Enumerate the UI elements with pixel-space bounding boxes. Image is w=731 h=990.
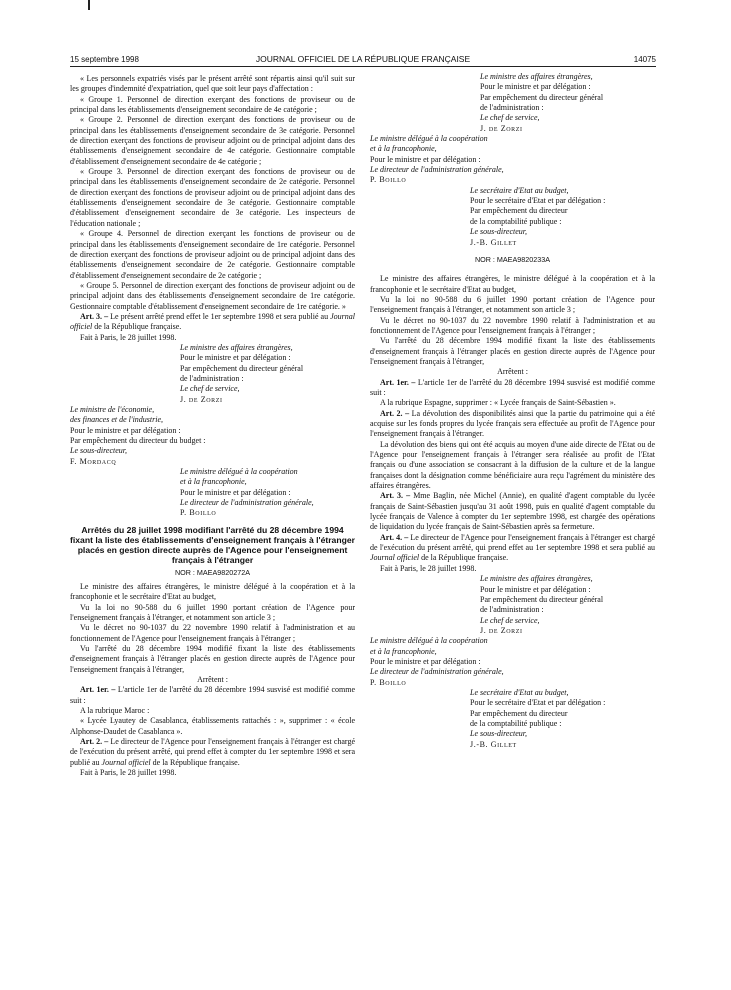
signature-line: Pour le ministre et par délégation : xyxy=(370,656,481,666)
signature-line: Par empêchement du directeur général xyxy=(480,594,604,604)
section-title: Arrêtés du 28 juillet 1998 modifiant l'arrêté du 28 décembre 1994 fixant la liste des établissements d'enseignement français à l'étranger placés en gestion directe auprès de l'Agence pour l'enseignement français à l'étranger xyxy=(70,524,355,566)
signatory-name: J.-B. Gillet xyxy=(470,237,517,247)
paragraph: Vu l'arrêté du 28 décembre 1994 modifié fixant la liste des établissements d'enseignement français à l'étranger placés en gestion directe auprès de l'Agence pour l'enseignement français à l'étranger, xyxy=(70,644,355,674)
signature-line: Le chef de service, xyxy=(480,615,540,625)
paragraph: « Les personnels expatriés visés par le présent arrêté sont répartis ainsi qu'il suit sur les groupes d'indemnité d'expatriation, quel que soit leur pays d'affectation : xyxy=(70,74,355,94)
signature-line: Pour le ministre et par délégation : xyxy=(480,584,591,594)
article-label: Art. 3. – xyxy=(80,311,109,321)
paragraph: A la rubrique Maroc : xyxy=(80,706,150,716)
article-text-end: de la République française. xyxy=(419,553,509,563)
article-label: Art. 1er. – xyxy=(80,685,116,695)
signatory-title: Le ministre délégué à la coopération xyxy=(370,636,488,646)
signature-line: Pour le ministre et par délégation : xyxy=(480,82,591,92)
signature-line: Le chef de service, xyxy=(180,384,240,394)
signature-line: Pour le secrétaire d'Etat et par délégation : xyxy=(470,698,606,708)
signature-line: Pour le ministre et par délégation : xyxy=(370,154,481,164)
signature-block xyxy=(480,574,655,636)
article-text-end: de la République française. xyxy=(150,757,240,767)
signature-block xyxy=(70,405,240,467)
signature-line: Le directeur de l'administration générale, xyxy=(370,165,504,175)
paragraph: « Groupe 1. Personnel de direction exerçant des fonctions de proviseur ou de principal dans les établissements d'enseignement secondaire de 4e catégorie ; xyxy=(70,94,355,115)
signature-block xyxy=(180,467,355,519)
article-label: Art. 3. – xyxy=(380,491,411,501)
article-4 xyxy=(370,533,655,564)
signatory-title: Le ministre des affaires étrangères, xyxy=(180,342,293,352)
header-journal: JOURNAL OFFICIEL DE LA RÉPUBLIQUE FRANÇAISE xyxy=(255,54,471,64)
paragraph: Vu l'arrêté du 28 décembre 1994 modifié fixant la liste des établissements d'enseignement français à l'étranger placés en gestion directe auprès de l'Agence pour l'enseignement français à l'étranger, xyxy=(370,336,655,366)
signature-line: Le directeur de l'administration générale, xyxy=(370,667,504,677)
signature-line: Le chef de service, xyxy=(480,113,540,123)
signatory-title: Le secrétaire d'Etat au budget, xyxy=(470,185,569,195)
paragraph: « Groupe 4. Personnel de direction exerçant les fonctions de proviseur ou de principal dans les établissements d'enseignement secondaire de 1re catégorie. Personnel de direction exerçant des fonctions de proviseur adjoint ou de principal adjoint dans des établissements d'enseignement secondaire de 2e catégorie. Gestionnaire comptable d'établissement d'enseignement secondaire de 2e catégorie ; xyxy=(70,229,355,280)
article-3 xyxy=(70,312,355,333)
article-3 xyxy=(370,491,655,532)
signatory-title: et à la francophonie, xyxy=(370,144,437,154)
header-rule xyxy=(70,66,656,67)
signature-line: Par empêchement du directeur général xyxy=(180,363,304,373)
signatory-name: P. Boillo xyxy=(370,175,407,185)
paragraph: Vu le décret no 90-1037 du 22 novembre 1990 relatif à l'administration et au fonctionnement de l'Agence pour l'enseignement français à l'étranger ; xyxy=(370,315,655,335)
signature-line: Le sous-directeur, xyxy=(70,446,128,456)
article-text: L'article 1er de l'arrêté du 28 décembre 1994 susvisé est modifié comme suit : xyxy=(370,377,656,397)
fait-a-paris: Fait à Paris, le 28 juillet 1998. xyxy=(80,332,177,342)
journal-ref: Journal officiel xyxy=(70,311,356,332)
article-label: Art. 2. – xyxy=(80,737,109,747)
article-text: La dévolution des disponibilités ainsi que la partie du patrimoine qui a été acquise sur les fonds propres du lycée français sera effectuée au profit de l'Agence pour l'enseignement français à l'étranger. xyxy=(370,408,655,439)
article-text: Le directeur de l'Agence pour l'enseignement français à l'étranger est chargé de l'exécution du présent arrêté, qui prend effet au 1er septembre 1998 et sera publié au xyxy=(370,532,655,553)
signature-line: de la comptabilité publique : xyxy=(470,216,562,226)
arretent: Arrêtent : xyxy=(197,675,228,685)
signature-block xyxy=(470,186,655,248)
signature-line: Par empêchement du directeur xyxy=(470,708,568,718)
nor-reference: NOR : MAEA9820233A xyxy=(474,254,551,264)
signature-block xyxy=(480,72,655,134)
journal-ref: Journal officiel xyxy=(101,757,151,767)
signature-line: de l'administration : xyxy=(480,103,544,113)
signature-line: Le sous-directeur, xyxy=(470,227,528,237)
article-1 xyxy=(70,685,355,706)
signature-line: Pour le ministre et par délégation : xyxy=(70,425,181,435)
article-label: Art. 1er. – xyxy=(380,377,416,387)
signature-line: Le directeur de l'administration générale, xyxy=(180,498,314,508)
paragraph: La dévolution des biens qui ont été acquis au moyen d'une aide directe de l'Etat ou de l'Agence pour l'enseignement français à l'étranger sera réalisée au profit de l'Etat français ou d'une association se consacrant à la diffusion de la culture et de la langue françaises dont la désignation comme bénéficiaire aura reçu l'agrément du ministère des affaires étrangères. xyxy=(370,439,655,491)
article-text: Le présent arrêté prend effet le 1er septembre 1998 et sera publié au xyxy=(108,311,331,321)
arretent: Arrêtent : xyxy=(497,367,528,377)
signatory-title: Le ministre de l'économie, xyxy=(70,405,155,414)
signature-line: Pour le secrétaire d'Etat et par délégation : xyxy=(470,196,606,206)
paragraph: Vu la loi no 90-588 du 6 juillet 1990 portant création de l'Agence pour l'enseignement français à l'étranger, et notamment son article 3 ; xyxy=(70,602,355,622)
fait-a-paris: Fait à Paris, le 28 juillet 1998. xyxy=(80,768,177,778)
article-text: Le directeur de l'Agence pour l'enseignement français à l'étranger est chargé de l'exécution du présent arrêté, qui prend effet à compter du 1er septembre 1998 et sera publié au xyxy=(70,737,355,767)
signatory-title: Le ministre délégué à la coopération xyxy=(180,467,298,477)
signature-block xyxy=(180,343,355,405)
signature-line: de l'administration : xyxy=(180,373,244,383)
signatory-title: Le secrétaire d'Etat au budget, xyxy=(470,687,569,697)
signatory-title: et à la francophonie, xyxy=(180,477,247,487)
signature-line: Par empêchement du directeur xyxy=(470,206,568,216)
paragraph: Vu la loi no 90-588 du 6 juillet 1990 portant création de l'Agence pour l'enseignement français à l'étranger, et notamment son article 3 ; xyxy=(370,294,655,315)
signatory-name: F. Mordacq xyxy=(70,456,117,466)
signatory-name: J. de Zorzi xyxy=(480,123,523,133)
scan-mark xyxy=(88,0,90,10)
article-text: Mme Baglin, née Michel (Annie), en qualité d'agent comptable du lycée français de Saint-Sébastien jusqu'au 31 août 1998, puis en qualité d'agent comptable du lycée français de Valence à compter du 1er septembre 1998, est chargée des opérations de liquidation du lycée français de Saint-Sébastien après sa fermeture. xyxy=(370,491,655,532)
signatory-title: Le ministre délégué à la coopération xyxy=(370,134,488,144)
signatory-name: J. de Zorzi xyxy=(480,625,523,635)
signature-line: de l'administration : xyxy=(480,605,544,615)
paragraph: Le ministre des affaires étrangères, le ministre délégué à la coopération et à la francophonie et le secrétaire d'Etat au budget, xyxy=(370,274,655,294)
signatory-name: J.-B. Gillet xyxy=(470,739,517,749)
article-label: Art. 4. – xyxy=(380,532,409,542)
article-text: L'article 1er de l'arrêté du 28 décembre 1994 susvisé est modifié comme suit : xyxy=(70,685,356,705)
signature-block xyxy=(370,636,545,688)
paragraph: Le ministre des affaires étrangères, le ministre délégué à la coopération et à la francophonie et le secrétaire d'Etat au budget, xyxy=(70,581,355,602)
paragraph: « Lycée Lyautey de Casablanca, établissements rattachés : », supprimer : « école Alphonse-Daudet de Casablanca ». xyxy=(70,716,355,736)
signatory-title: Le ministre des affaires étrangères, xyxy=(480,72,593,81)
signature-block xyxy=(470,688,655,750)
left-column xyxy=(70,74,355,778)
fait-a-paris: Fait à Paris, le 28 juillet 1998. xyxy=(380,563,477,573)
header-page-number: 14075 xyxy=(633,55,656,64)
signature-line: Le sous-directeur, xyxy=(470,729,528,739)
signatory-title: et à la francophonie, xyxy=(370,646,437,656)
nor-reference: NOR : MAEA9820272A xyxy=(174,567,251,577)
article-text-end: de la République française. xyxy=(92,322,182,332)
signatory-name: P. Boillo xyxy=(180,508,217,518)
signature-block xyxy=(370,134,545,186)
signature-line: Pour le ministre et par délégation : xyxy=(180,353,291,363)
signature-line: Par empêchement du directeur du budget : xyxy=(70,436,206,446)
article-1 xyxy=(370,378,655,399)
article-label: Art. 2. – xyxy=(380,408,410,418)
article-2 xyxy=(370,409,655,440)
paragraph: « Groupe 3. Personnel de direction exerçant des fonctions de proviseur ou de principal dans les établissements d'enseignement secondaire de 2e catégorie. Personnel de direction exerçant des fonctions de proviseur adjoint ou de principal adjoint dans des établissements d'enseignement secondaire de 3e catégorie. Gestionnaire comptable d'établissement d'enseignement secondaire de 3e catégorie. Les inspecteurs de l'éducation nationale ; xyxy=(70,167,355,228)
header-date: 15 septembre 1998 xyxy=(70,55,139,64)
signatory-title: des finances et de l'industrie, xyxy=(70,415,164,425)
signature-line: Pour le ministre et par délégation : xyxy=(180,487,291,497)
signature-line: Par empêchement du directeur général xyxy=(480,92,604,102)
right-column xyxy=(370,72,655,750)
signature-line: de la comptabilité publique : xyxy=(470,718,562,728)
article-2 xyxy=(70,737,355,768)
journal-ref: Journal officiel xyxy=(370,553,420,563)
paragraph: Vu le décret no 90-1037 du 22 novembre 1990 relatif à l'administration et au fonctionnement de l'Agence pour l'enseignement français à l'étranger ; xyxy=(70,623,355,643)
paragraph: « Groupe 2. Personnel de direction exerçant des fonctions de proviseur ou de principal dans les établissements d'enseignement secondaire de 3e catégorie. Personnel de direction exerçant des fonctions de proviseur adjoint ou de principal adjoint dans des établissements d'enseignement secondaire de 4e catégorie. Gestionnaire comptable d'établissement d'enseignement secondaire de 4e catégorie ; xyxy=(70,115,355,166)
signatory-name: J. de Zorzi xyxy=(180,394,223,404)
signatory-name: P. Boillo xyxy=(370,677,407,687)
signatory-title: Le ministre des affaires étrangères, xyxy=(480,574,593,584)
paragraph: « Groupe 5. Personnel de direction exerçant des fonctions de proviseur adjoint ou de principal adjoint dans des établissements d'enseignement secondaire de 1re catégorie. Gestionnaire comptable d'établissement d'enseignement secondaire de 1re catégorie. » xyxy=(70,280,355,311)
paragraph: A la rubrique Espagne, supprimer : « Lycée français de Saint-Sébastien ». xyxy=(380,398,616,408)
